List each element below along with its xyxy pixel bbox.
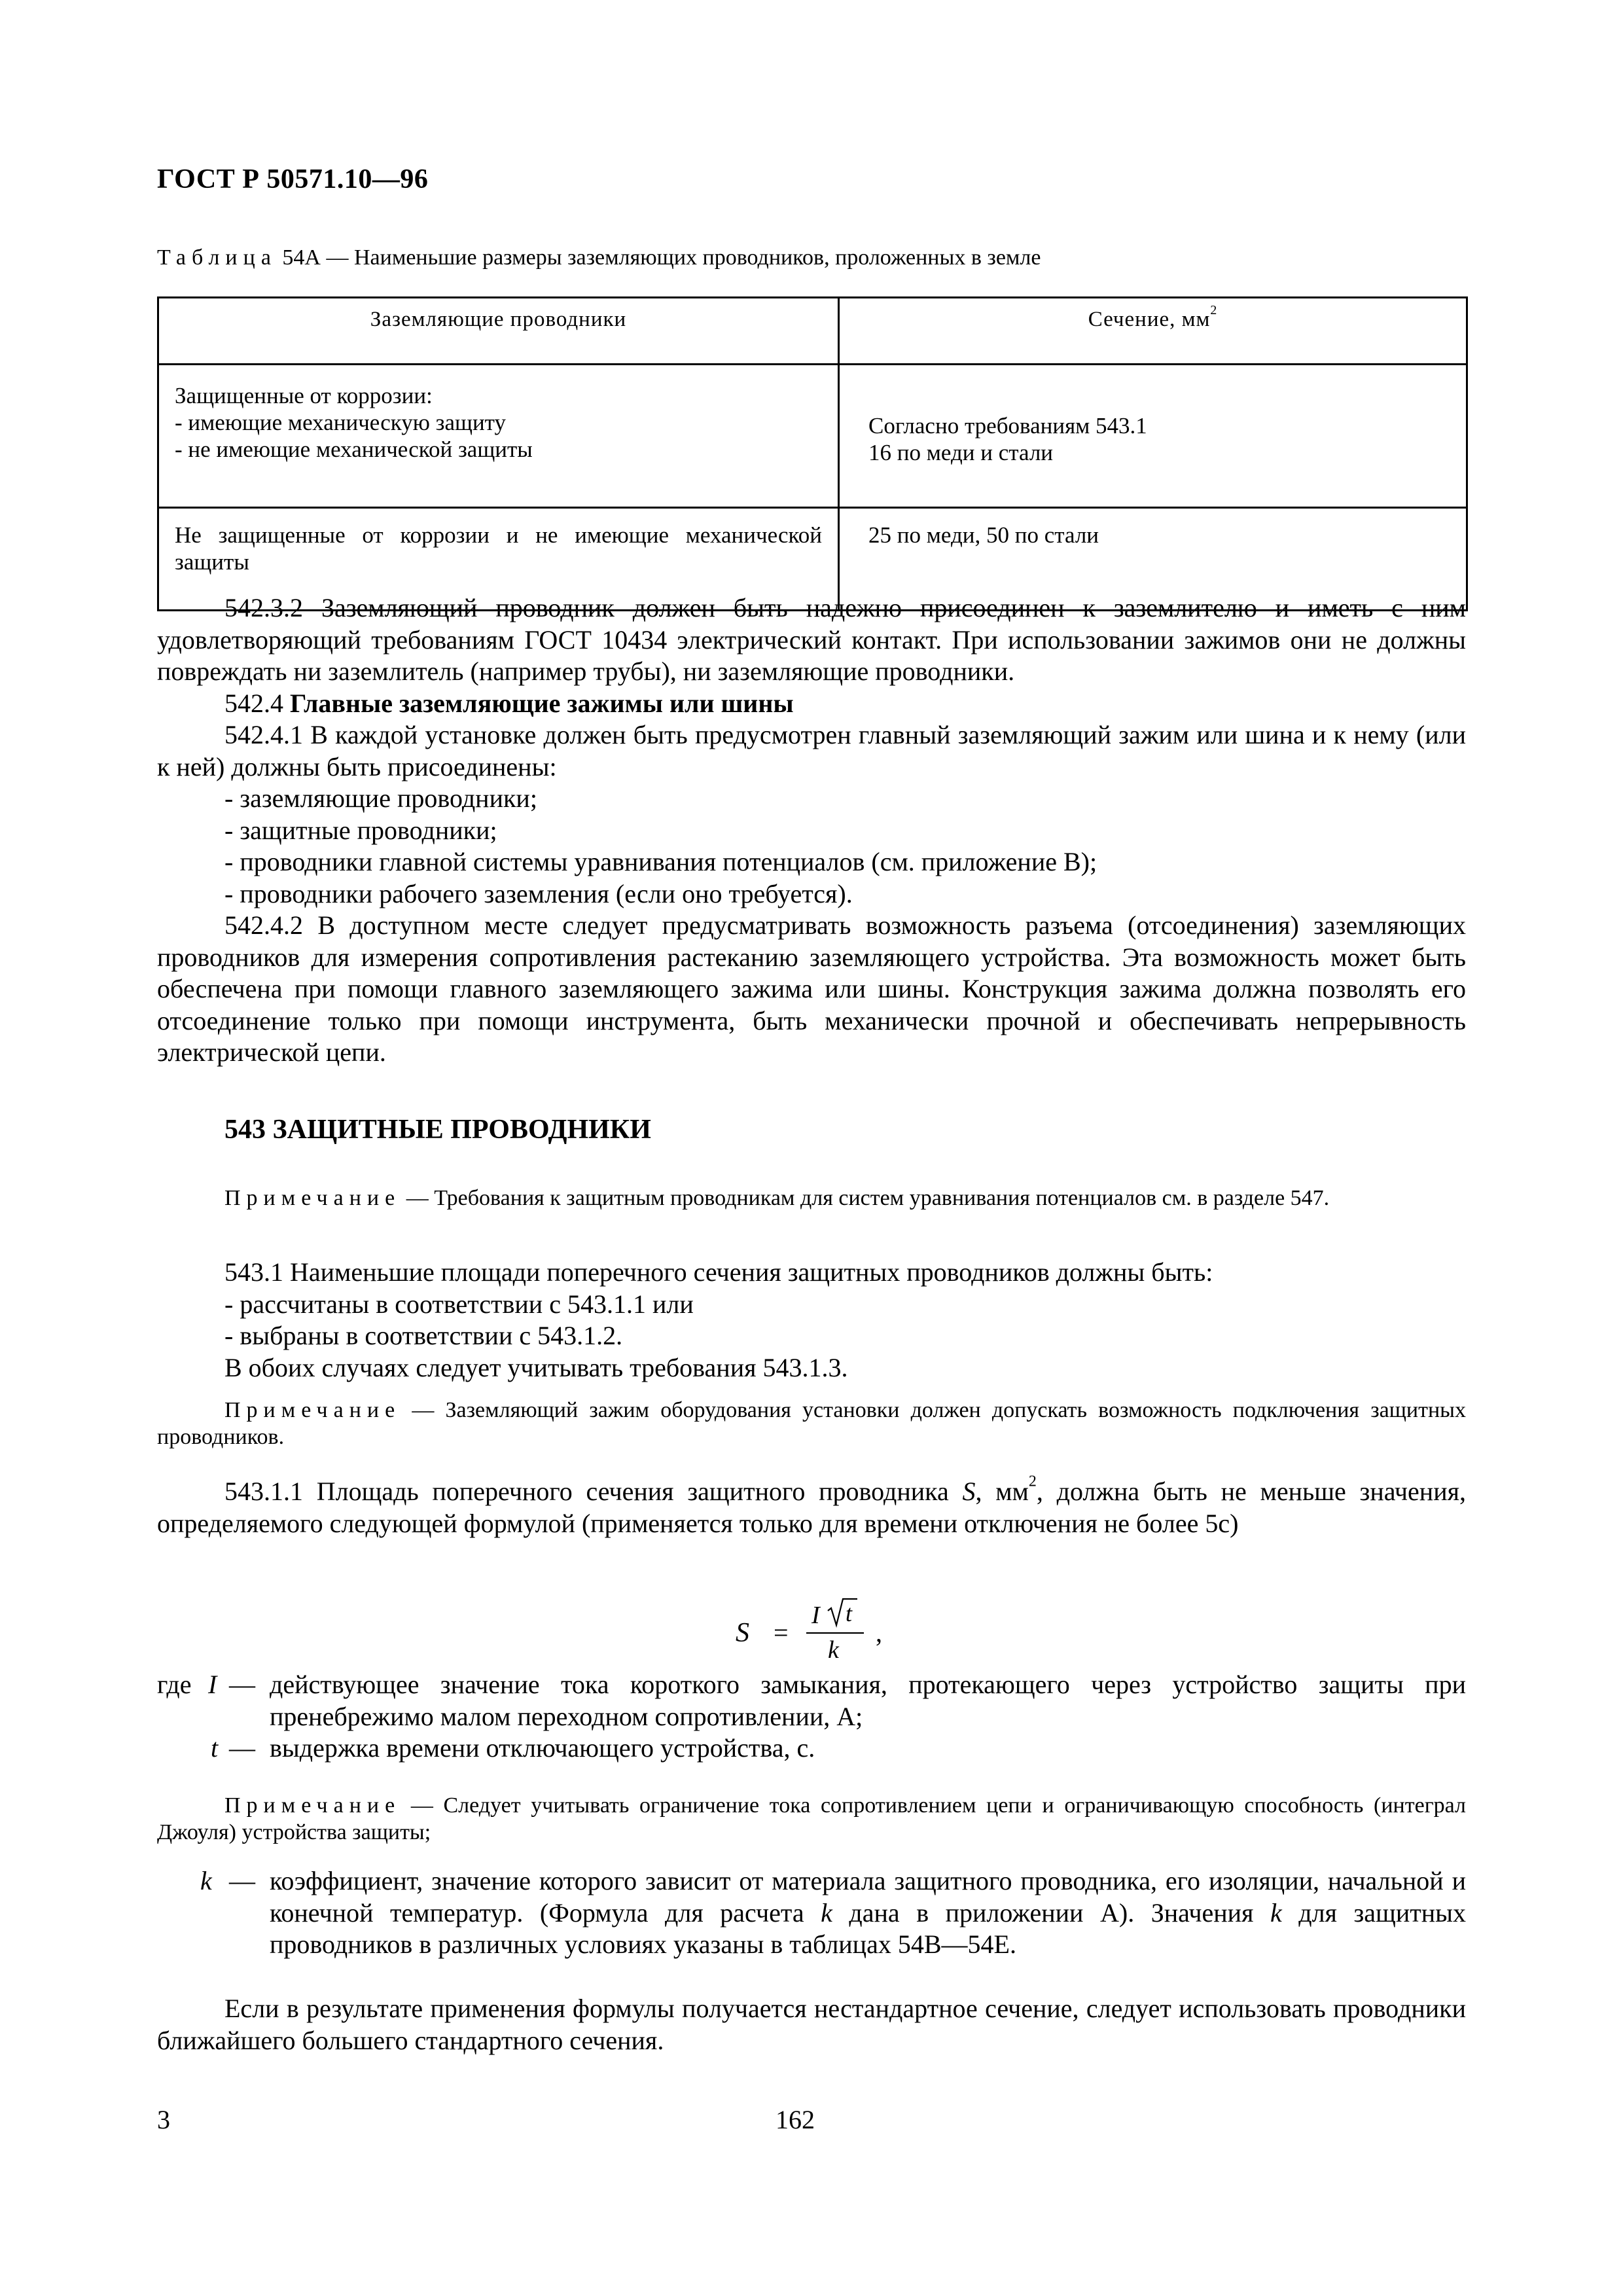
paragraph: 542.4.1 В каждой установке должен быть предусмотрен главный заземляющий зажим или шина и к нему (или к ней) должны быть присоединены: xyxy=(157,720,1466,781)
paragraph: Если в результате применения формулы получается нестандартное сечение, следует использовать проводники ближайшего большего стандартного сечения. xyxy=(157,1994,1466,2055)
list-item: - выбраны в соответствии с 543.1.2. xyxy=(224,1321,623,1350)
section-543-1-text xyxy=(157,1257,1466,1384)
square-root-icon xyxy=(828,1599,857,1625)
section-title: 543 ЗАЩИТНЫЕ ПРОВОДНИКИ xyxy=(224,1115,651,1145)
paragraph: 543.1 Наименьшие площади поперечного сечения защитных проводников должны быть: xyxy=(224,1257,1213,1287)
formula-denominator: k xyxy=(828,1636,839,1664)
paragraph: 542.4.2 В доступном месте следует предусматривать возможность разъема (отсоединения) заземляющих проводников для измерения сопротивления растеканию заземляющего устройства. Эта возможность может быть обеспечена при помощи главного заземляющего зажима или шины. Конструкция зажима должна позволять его отсоединение только при помощи инструмента, быть механически прочной и обеспечивать непрерывность электрической цепи. xyxy=(157,910,1466,1067)
table-caption-text: 54А — Наименьшие размеры заземляющих проводников, проложенных в земле xyxy=(282,245,1041,270)
formula-comma: , xyxy=(876,1618,882,1647)
section-543-1-1-text xyxy=(157,1473,1466,1539)
note: Примечание — Требования к защитным проводникам для систем уравнивания потенциалов см. в разделе 547. xyxy=(224,1186,1330,1210)
document-id: ГОСТ Р 50571.10—96 xyxy=(157,164,429,194)
table-cell: 25 по меди, 50 по стали xyxy=(839,508,1467,611)
paragraph: 542.3.2 Заземляющий проводник должен быть надежно присоединен к заземлителю и иметь с ним удовлетворяющий требованиям ГОСТ 10434 электрический контакт. При использовании зажимов они не должны повреждать ни заземлитель (например трубы), ни заземляющие проводники. xyxy=(157,593,1466,686)
table-cell: Защищенные от коррозии: - имеющие механическую защиту - не имеющие механической защиты xyxy=(158,365,839,508)
table-cell: Согласно требованиям 543.1 16 по меди и стали xyxy=(839,365,1467,508)
list-item: - заземляющие проводники; xyxy=(224,783,537,813)
closing-text xyxy=(157,1993,1466,2056)
variable-definitions xyxy=(157,1669,1466,1765)
subsection-heading: 542.4 Главные заземляющие зажимы или шины xyxy=(224,688,794,718)
section-542-text xyxy=(157,592,1466,1069)
list-item: В обоих случаях следует учитывать требования 543.1.3. xyxy=(224,1352,848,1382)
table-row xyxy=(158,365,1467,508)
list-item: - проводники главной системы уравнивания потенциалов (см. приложение В); xyxy=(224,847,1097,876)
formula-numerator-time: t xyxy=(846,1600,853,1626)
paragraph: 543.1.1 Площадь поперечного сечения защитного проводника S, $мм^2$, должна быть не меньше значения, определяемого следующей формулой (применяется только для времени отключения не более 5с) xyxy=(157,1473,1466,1538)
table-caption-label: Таблица xyxy=(157,245,277,270)
note: Примечание — Заземляющий зажим оборудования установки должен допускать возможность подключения защитных проводников. xyxy=(157,1398,1466,1449)
variable-definitions xyxy=(157,1865,1466,1961)
list-item: - защитные проводники; xyxy=(224,815,497,845)
table-header-row xyxy=(158,298,1467,365)
grounding-conductors-table xyxy=(157,296,1468,611)
table-header-cell: Заземляющие проводники xyxy=(158,298,839,365)
cross-section-formula xyxy=(733,1587,903,1672)
definition-item: k — коэффициент, значение которого зависит от материала защитного проводника, его изоляции, начальной и конечной температур. (Формула для расчета k дана в приложении А). Значения k для защитных проводников в различных условиях указаны в таблицах 54В—54Е. xyxy=(200,1866,1466,1959)
definition-item: t — выдержка времени отключающего устройства, с. xyxy=(211,1733,815,1763)
sheet-number: 162 xyxy=(776,2105,815,2134)
formula-equals: = xyxy=(774,1618,789,1647)
note: Примечание — Следует учитывать ограничение тока сопротивлением цепи и ограничивающую способность (интеграл Джоуля) устройства защиты; xyxy=(157,1793,1466,1844)
list-item: - рассчитаны в соответствии с 543.1.1 или xyxy=(224,1289,694,1319)
list-item: - проводники рабочего заземления (если оно требуется). xyxy=(224,878,853,908)
formula-lhs: S xyxy=(736,1618,749,1648)
table-header-cell: Сечение, $мм^2$ xyxy=(839,298,1467,365)
page-number: 3 xyxy=(157,2105,170,2134)
formula-numerator-current: I xyxy=(812,1602,820,1629)
table-caption xyxy=(157,245,1041,270)
table-cell: Не защищенные от коррозии и не имеющие механической защиты xyxy=(158,508,839,611)
definition-item: где I — действующее значение тока короткого замыкания, протекающего через устройство защиты при пренебрежимо малом переходном сопротивлении, А; xyxy=(157,1670,1466,1731)
